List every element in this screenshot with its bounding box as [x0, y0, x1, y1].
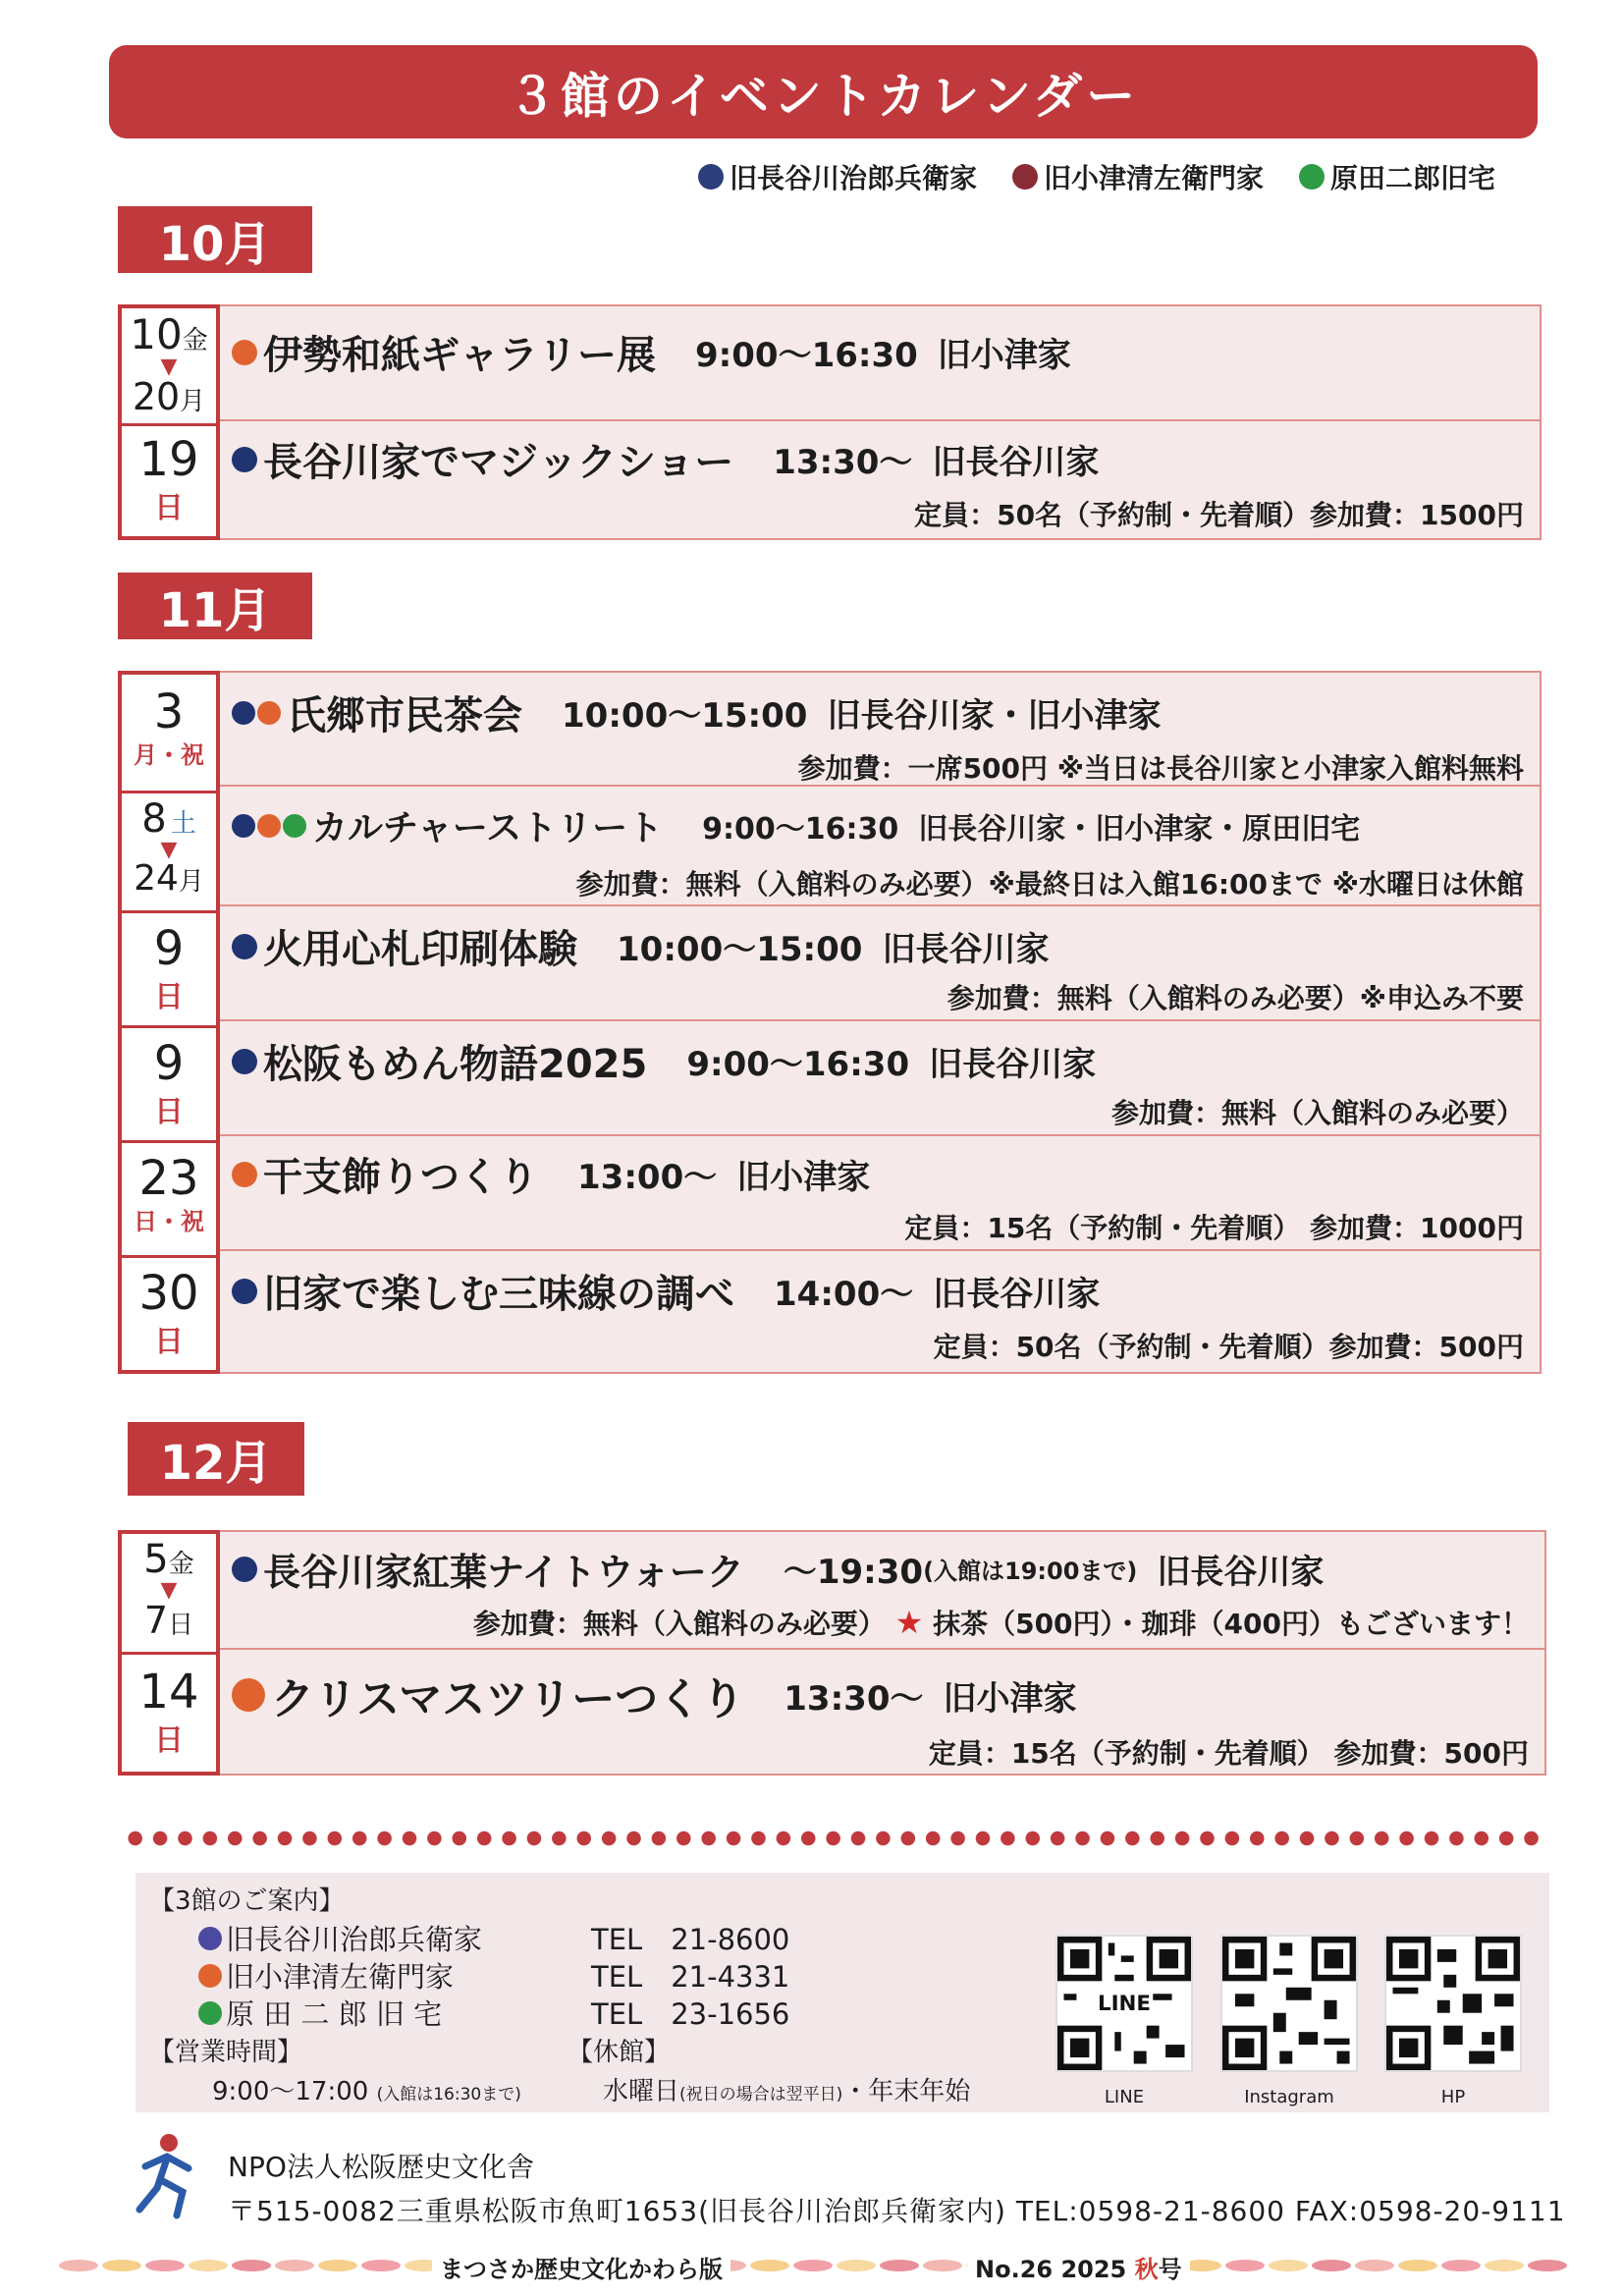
event-title: カルチャーストリート [312, 808, 664, 848]
leaf-shape [318, 2260, 357, 2271]
weekday: 日 [154, 1723, 184, 1758]
season-suffix: 号 [1158, 2256, 1182, 2283]
event-row [220, 1530, 1546, 1650]
event-place: 旧長谷川家 [1157, 1553, 1325, 1592]
orange-dot-icon [198, 1964, 222, 1988]
leaf-shape [1269, 2260, 1308, 2271]
season-text: 秋 [1134, 2256, 1159, 2283]
blue-dot-icon [232, 447, 257, 472]
green-dot-icon [283, 814, 306, 838]
leaf-shape [923, 2260, 962, 2271]
qr-code-icon [1386, 1937, 1520, 2070]
weekday: 月・祝 [134, 741, 204, 769]
weekday: 日 [154, 1325, 184, 1359]
event-time: 10:00～15:00 [562, 696, 808, 736]
event-row [220, 1136, 1542, 1251]
legend-label: 原田二郎旧宅 [1329, 162, 1495, 194]
event-place: 旧小津家 [943, 1678, 1077, 1719]
leaf-shape [102, 2260, 141, 2271]
legend-item-harada [1299, 157, 1495, 196]
weekday: 月 [178, 867, 204, 897]
date-cell [122, 423, 216, 537]
event-time-note: (入館は19:00まで) [923, 1558, 1138, 1585]
event-title: 干支飾りつくり [263, 1155, 538, 1200]
date-cell [122, 1140, 216, 1255]
orange-dot-icon [232, 1162, 257, 1187]
green-dot-icon [1299, 164, 1325, 190]
event-time: 9:00～16:30 [686, 1045, 910, 1084]
venue-row [198, 1993, 442, 2033]
weekday: 土 [170, 809, 196, 839]
tel-label: TEL [591, 1997, 643, 2031]
event-detail [473, 1603, 1529, 1642]
event-time: 13:00～ [577, 1158, 718, 1197]
legend-item-ozu [1012, 157, 1264, 196]
organization-logo-icon [128, 2131, 206, 2219]
event-row [220, 787, 1542, 906]
event-time: 14:00～ [774, 1275, 914, 1314]
event-row [220, 421, 1542, 540]
month-tab-october: 10月 [118, 206, 312, 273]
organization-name: NPO法人松阪歴史文化舎 [228, 2151, 534, 2183]
date-range-cell [122, 791, 216, 910]
venue-tel [591, 1993, 789, 2033]
organization-address: 〒515-0082三重県松阪市魚町1653(旧長谷川治郎兵衛家内) TEL:0598-21-8600 FAX:0598-20-9111 [228, 2195, 1566, 2227]
tel-label: TEL [591, 1960, 643, 1994]
leaf-shape [59, 2260, 98, 2271]
october-events [118, 304, 1542, 540]
november-events [118, 671, 1542, 1374]
star-icon: ★ [894, 1604, 924, 1641]
event-place: 旧長谷川家 [882, 930, 1050, 969]
leaf-shape [1312, 2260, 1351, 2271]
venue-tel [591, 1918, 789, 1958]
hp-qr-code[interactable] [1384, 1935, 1522, 2072]
date-number: 23 [138, 1151, 199, 1206]
line-qr-text: LINE [1097, 1992, 1152, 2017]
leaf-shape [1528, 2260, 1567, 2271]
leaf-shape [880, 2260, 919, 2271]
closed-day: 水曜日 [603, 2077, 680, 2106]
weekday: 日 [168, 1611, 194, 1640]
date-cell [122, 1255, 216, 1370]
venue-row [198, 1918, 482, 1958]
leaf-shape [837, 2260, 876, 2271]
closed-label: 【休館】 [568, 2038, 671, 2067]
publication-name: まつさか歴史文化かわら版 [432, 2250, 730, 2284]
venue-name: 旧小津清左衛門家 [226, 1960, 455, 1994]
line-qr-code[interactable] [1055, 1935, 1193, 2072]
leaf-shape [1485, 2260, 1524, 2271]
date-end: 20 [132, 375, 181, 418]
event-time: 9:00～16:30 [695, 336, 918, 375]
weekday: 日 [154, 980, 184, 1014]
month-tab-november: 11月 [118, 573, 312, 639]
event-title: クリスマスツリーつくり [271, 1674, 745, 1724]
legend-label: 旧長谷川治郎兵衛家 [729, 162, 977, 194]
orange-dot-icon [257, 701, 281, 725]
event-time: ～19:30 [783, 1553, 924, 1592]
tel-number: 21-4331 [671, 1960, 790, 1994]
event-detail: 定員：50名（予約制・先着順）参加費：500円 [933, 1331, 1524, 1363]
weekday: 日 [154, 491, 184, 525]
date-start: 10 [130, 310, 183, 358]
venue-name: 原 田 二 郎 旧 宅 [226, 1997, 443, 2031]
leaf-shape [361, 2260, 401, 2271]
event-row [220, 906, 1542, 1021]
event-detail: 参加費：無料（入館料のみ必要） [1110, 1097, 1524, 1129]
event-row [220, 671, 1542, 787]
leaf-shape [1355, 2260, 1394, 2271]
date-cell [122, 910, 216, 1025]
event-title: 火用心札印刷体験 [263, 927, 577, 972]
tel-label: TEL [591, 1923, 643, 1956]
blue-dot-icon [232, 1279, 257, 1304]
page-title: ３館のイベントカレンダー [109, 45, 1538, 138]
weekday: 金 [168, 1550, 194, 1579]
event-time: 13:30～ [773, 443, 913, 482]
event-row [220, 1021, 1542, 1136]
date-number: 9 [153, 1036, 185, 1091]
date-cell [122, 1652, 216, 1773]
event-place: 旧小津家 [736, 1158, 871, 1197]
dotted-divider [123, 1831, 1546, 1846]
blue-dot-icon [232, 814, 255, 838]
blue-dot-icon [198, 1927, 222, 1950]
event-detail: 定員：15名（予約制・先着順） 参加費：1000円 [904, 1212, 1524, 1244]
arrow-down-icon: ▼ [160, 355, 178, 379]
red-dot-icon [1012, 164, 1038, 190]
date-number: 9 [153, 921, 185, 976]
date-end: 7 [143, 1599, 169, 1642]
legend-label: 旧小津清左衛門家 [1043, 162, 1264, 194]
date-range-cell [122, 1534, 216, 1652]
issue-text: No.26 2025 [975, 2256, 1127, 2283]
event-title: 氏郷市民茶会 [287, 693, 522, 738]
venue-legend [698, 157, 1495, 196]
tel-number: 23-1656 [671, 1997, 790, 2031]
date-number: 30 [138, 1266, 199, 1321]
decorative-leaf-strip [59, 2249, 1571, 2282]
event-title: 長谷川家でマジックショー [263, 440, 734, 485]
weekday: 日・祝 [134, 1208, 204, 1235]
green-dot-icon [198, 2001, 222, 2025]
event-title: 伊勢和紙ギャラリー展 [263, 333, 656, 378]
blue-dot-icon [698, 164, 724, 190]
tel-number: 21-8600 [671, 1923, 790, 1956]
date-number: 3 [153, 684, 185, 739]
weekday: 金 [182, 326, 208, 355]
hours-note: (入館は16:30まで) [376, 2085, 521, 2105]
closed-tail: ・年末年始 [842, 2077, 971, 2106]
hours-value [212, 2071, 521, 2107]
leaf-shape [1441, 2260, 1481, 2271]
leaf-shape [145, 2260, 185, 2271]
event-detail: 定員：50名（予約制・先着順）参加費：1500円 [914, 499, 1524, 531]
leaf-shape [275, 2260, 314, 2271]
event-place: 旧長谷川家・旧小津家 [827, 696, 1162, 736]
weekday: 日 [154, 1095, 184, 1129]
event-time: 9:00～16:30 [702, 811, 899, 847]
closed-value [603, 2071, 970, 2107]
event-time: 13:30～ [784, 1678, 924, 1719]
date-cell [122, 675, 216, 791]
event-place: 旧長谷川家 [932, 443, 1100, 482]
leaf-shape [750, 2260, 789, 2271]
event-detail: 参加費：無料（入館料のみ必要）※最終日は入館16:00まで ※水曜日は休館 [575, 868, 1524, 901]
venue-name: 旧長谷川治郎兵衛家 [226, 1923, 483, 1956]
date-start: 8 [141, 796, 167, 842]
event-detail: 参加費：一席500円 ※当日は長谷川家と小津家入館料無料 [797, 752, 1524, 785]
detail-fee: 参加費：無料（入館料のみ必要） [472, 1608, 886, 1640]
event-time: 10:00～15:00 [617, 930, 863, 969]
info-heading: 【3館のご案内】 [149, 1886, 345, 1916]
hours-label: 【営業時間】 [149, 2038, 303, 2067]
event-row [220, 304, 1542, 421]
qr-code-icon [1057, 1937, 1191, 2070]
hours-time: 9:00～17:00 [212, 2077, 369, 2106]
date-number: 19 [138, 432, 199, 487]
detail-drinks: 抹茶（500円）・珈琲（400円）もございます！ [933, 1608, 1529, 1640]
leaf-shape [1225, 2260, 1265, 2271]
event-row [220, 1251, 1542, 1374]
blue-dot-icon [232, 934, 257, 959]
date-column [118, 671, 220, 1374]
event-detail: 参加費：無料（入館料のみ必要）※申込み不要 [947, 982, 1524, 1014]
instagram-qr-code[interactable] [1220, 1935, 1358, 2072]
weekday: 月 [180, 387, 206, 416]
arrow-down-icon: ▼ [160, 1578, 178, 1603]
legend-item-hasegawa [698, 157, 977, 196]
qr-label: LINE [1104, 2087, 1145, 2107]
blue-dot-icon [232, 1557, 257, 1582]
orange-dot-icon [232, 1678, 265, 1712]
event-title: 旧家で楽しむ三味線の調べ [263, 1272, 734, 1317]
event-place: 旧長谷川家・旧小津家・原田旧宅 [918, 811, 1361, 847]
arrow-down-icon: ▼ [160, 838, 178, 862]
date-number: 14 [138, 1665, 199, 1720]
qr-label: Instagram [1244, 2087, 1334, 2107]
event-detail: 定員：15名（予約制・先着順） 参加費：500円 [928, 1737, 1529, 1770]
date-column [118, 1530, 220, 1776]
event-row [220, 1650, 1546, 1776]
issue-number [967, 2250, 1190, 2284]
leaf-shape [793, 2260, 833, 2271]
date-start: 5 [143, 1537, 169, 1582]
date-end: 24 [134, 858, 179, 899]
leaf-shape [189, 2260, 228, 2271]
event-place: 旧長谷川家 [929, 1045, 1097, 1084]
event-title: 長谷川家紅葉ナイトウォーク [263, 1551, 744, 1594]
date-range-cell [122, 308, 216, 423]
date-column [118, 304, 220, 540]
venue-tel [591, 1955, 789, 1995]
closed-note: (祝日の場合は翌平日) [679, 2085, 843, 2105]
leaf-shape [232, 2260, 271, 2271]
event-place: 旧長谷川家 [933, 1275, 1101, 1314]
leaf-shape [1398, 2260, 1437, 2271]
orange-dot-icon [232, 340, 257, 365]
orange-dot-icon [257, 814, 281, 838]
blue-dot-icon [232, 701, 255, 725]
qr-label: HP [1440, 2087, 1466, 2107]
venue-row [198, 1955, 454, 1995]
december-events [118, 1530, 1546, 1776]
blue-dot-icon [232, 1049, 257, 1074]
date-cell [122, 1025, 216, 1140]
event-place: 旧小津家 [937, 336, 1071, 375]
qr-code-icon [1222, 1937, 1356, 2070]
event-title: 松阪もめん物語2025 [263, 1042, 648, 1087]
month-tab-december: 12月 [128, 1422, 304, 1496]
